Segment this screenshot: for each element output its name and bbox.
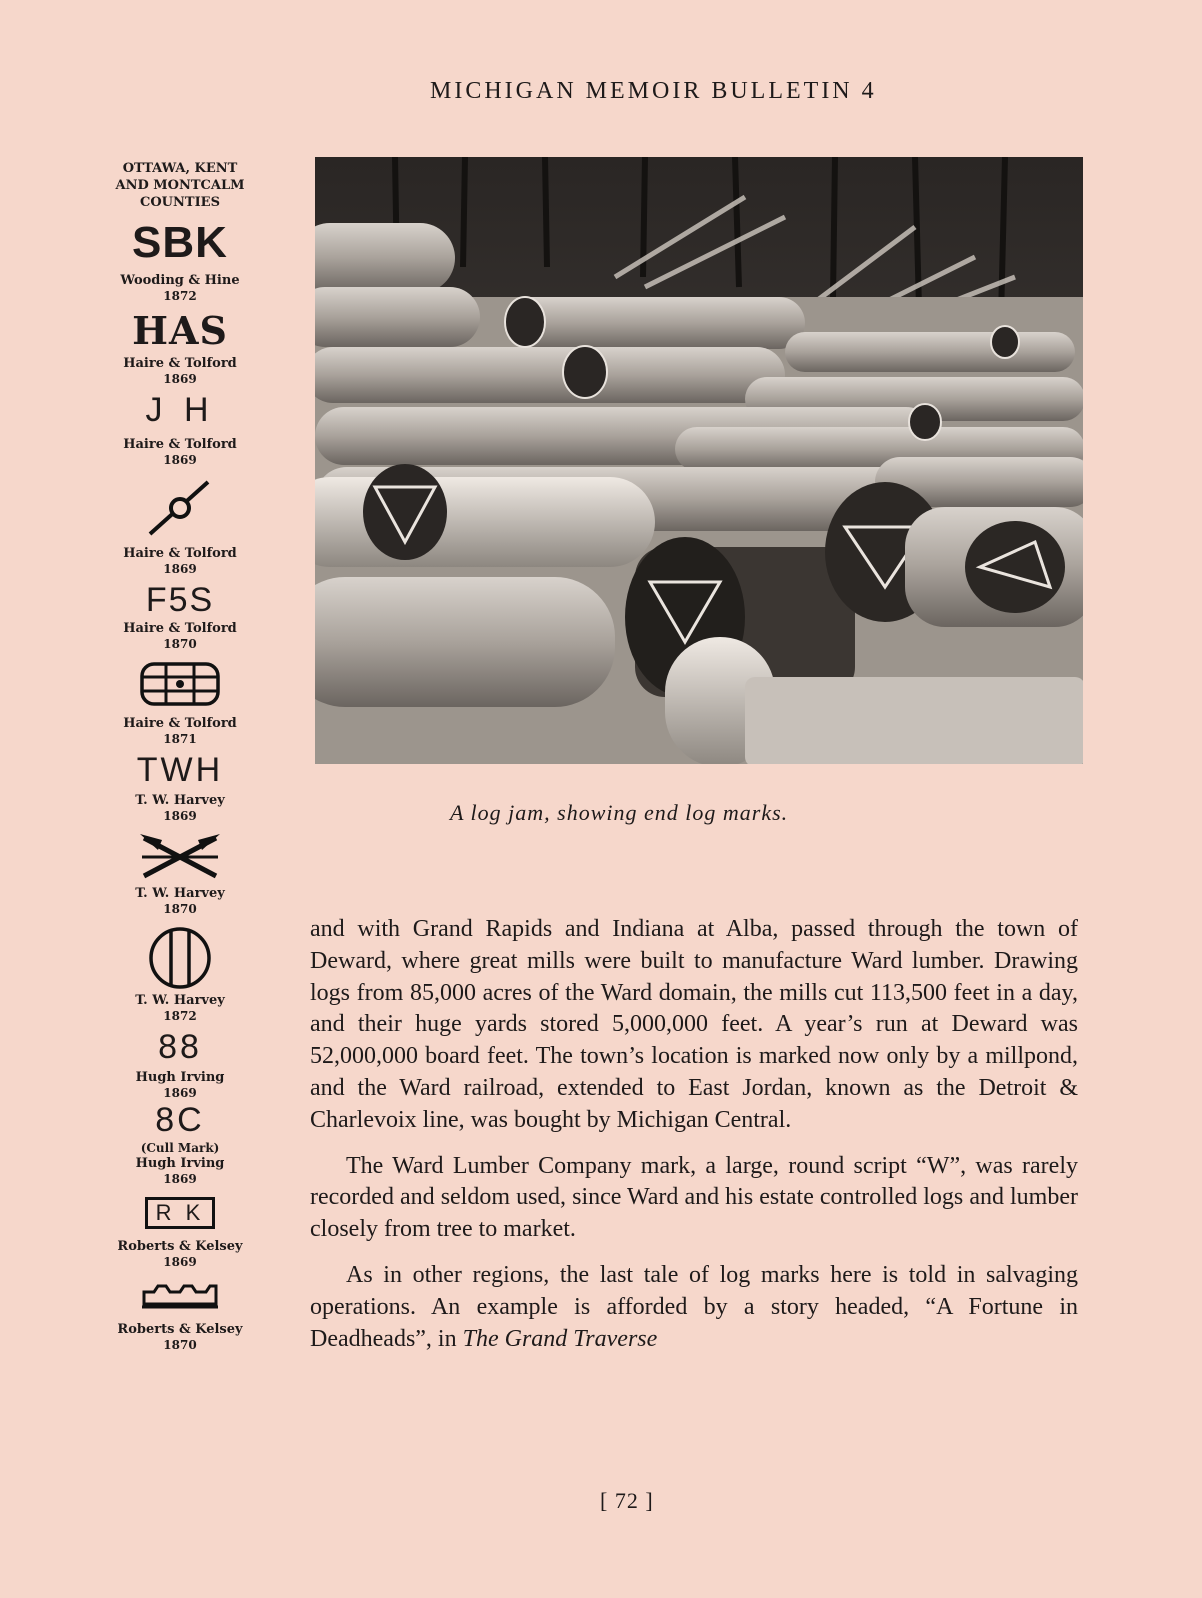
mark-owner: Haire & Tolford — [123, 621, 237, 636]
crossed-oars-mark-icon — [138, 830, 222, 882]
mark-year: 1869 — [163, 1172, 197, 1186]
mark-owner: Haire & Tolford — [123, 356, 237, 371]
mark-owner: T. W. Harvey — [135, 993, 225, 1008]
body-text — [310, 914, 1078, 1369]
mark-year: 1870 — [163, 902, 197, 916]
mark-owner: Haire & Tolford — [123, 437, 237, 452]
mark-owner: Hugh Irving — [135, 1156, 225, 1171]
mark-glyph: 8C — [155, 1101, 205, 1139]
log-mark — [100, 308, 260, 387]
mark-glyph: J H — [145, 391, 215, 429]
barrel-mark-icon — [138, 660, 222, 708]
mark-owner: Haire & Tolford — [123, 546, 237, 561]
paragraph: and with Grand Rapids and Indiana at Alba, passed through the town of Deward, where great mills were built to manufacture Ward lumber. Drawing logs from 85,000 acres of the Ward domain, the mills cut 113,500 feet in a day, and their huge yards stored 5,000,000 feet. A year’s run at Deward was 52,000,000 board feet. The town’s location is marked now only by a millpond, and the Ward railroad, extended to East Jordan, known as the Detroit & Charlevoix line, was bought by Michigan Central. — [310, 916, 1078, 1133]
circle-bars-mark-icon — [145, 925, 215, 991]
running-header: MICHIGAN MEMOIR BULLETIN 4 — [430, 78, 877, 104]
notched-bar-mark-icon — [140, 1278, 220, 1310]
log-mark — [100, 393, 260, 468]
mark-year: 1869 — [163, 453, 197, 467]
paragraph: As in other regions, the last tale of log marks here is told in salvaging operations. An example is afforded by a story headed, “A Fortune in Deadheads”, in The Grand Traverse — [310, 1261, 1078, 1352]
log-mark — [100, 1197, 260, 1270]
mark-glyph: 88 — [158, 1028, 202, 1066]
log-jam-photo-icon — [315, 157, 1083, 764]
mark-owner: Roberts & Kelsey — [117, 1239, 243, 1254]
page-number: [ 72 ] — [600, 1488, 654, 1513]
mark-year: 1869 — [163, 372, 197, 386]
mark-year: 1870 — [163, 1338, 197, 1352]
mark-glyph: HAS — [132, 308, 228, 353]
log-mark — [100, 1278, 260, 1353]
log-mark — [100, 925, 260, 1024]
mark-owner: T. W. Harvey — [135, 793, 225, 808]
newspaper-title: The Grand Traverse — [462, 1325, 658, 1352]
figure-caption: A log jam, showing end log marks. — [450, 800, 789, 825]
mark-year: 1869 — [163, 1255, 197, 1269]
mark-owner: Haire & Tolford — [123, 716, 237, 731]
log-marks-column — [100, 160, 260, 1353]
paragraph: The Ward Lumber Company mark, a large, round script “W”, was rarely recorded and seldom used, since Ward and his estate controlled logs and lumber closely from tree to market. — [310, 1152, 1078, 1243]
log-mark — [100, 583, 260, 652]
mark-glyph: SBK — [132, 218, 228, 267]
mark-year: 1870 — [163, 637, 197, 651]
mark-glyph: TWH — [136, 751, 224, 789]
mark-glyph: F5S — [145, 581, 215, 619]
mark-year: 1869 — [163, 1086, 197, 1100]
mark-owner: Roberts & Kelsey — [117, 1322, 243, 1337]
mark-year: 1871 — [163, 732, 197, 746]
mark-year: 1869 — [163, 562, 197, 576]
log-mark — [100, 218, 260, 304]
log-mark — [100, 1103, 260, 1187]
log-mark — [100, 660, 260, 747]
mark-year: 1872 — [163, 1009, 197, 1023]
log-mark — [100, 830, 260, 917]
mark-note: (Cull Mark) — [140, 1141, 220, 1155]
log-mark — [100, 753, 260, 824]
mark-glyph: R K — [145, 1197, 216, 1229]
ring-slash-mark-icon — [140, 476, 220, 540]
mark-owner: T. W. Harvey — [135, 886, 225, 901]
mark-owner: Hugh Irving — [135, 1070, 225, 1085]
log-mark — [100, 1030, 260, 1101]
mark-year: 1869 — [163, 809, 197, 823]
region-title: OTTAWA, KENT AND MONTCALM COUNTIES — [115, 161, 245, 210]
log-mark — [100, 476, 260, 577]
mark-year: 1872 — [163, 289, 197, 303]
mark-owner: Wooding & Hine — [120, 273, 240, 288]
